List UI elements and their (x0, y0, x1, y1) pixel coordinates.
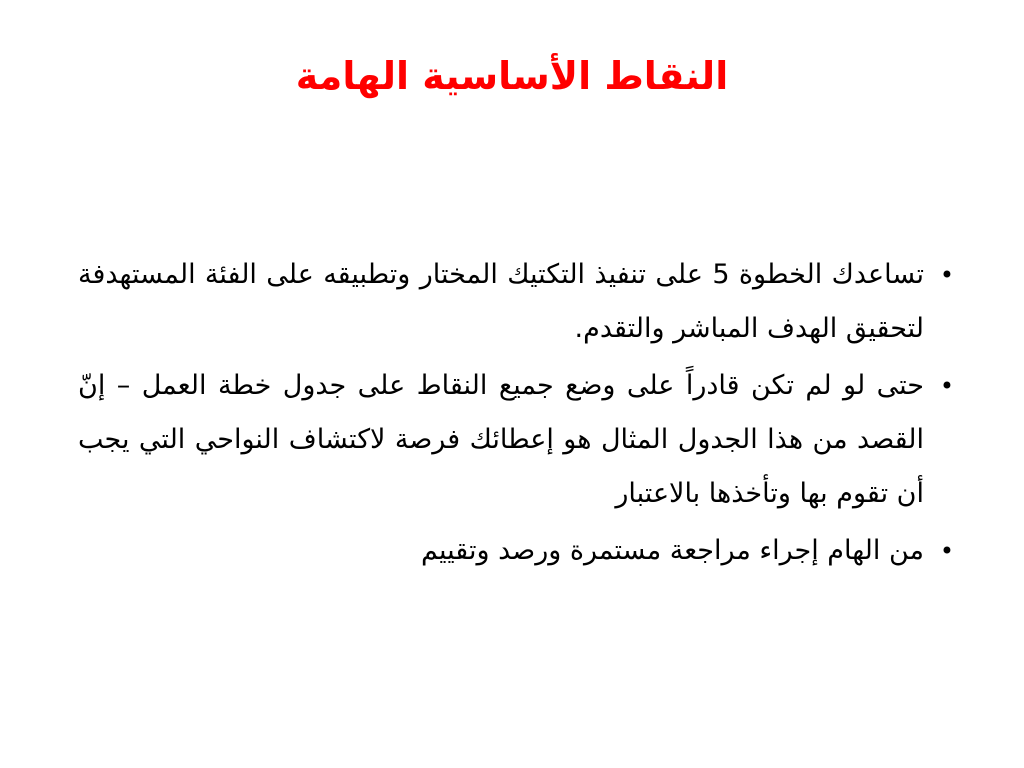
bullet-item-1 (78, 248, 958, 356)
bullet-item-3 (78, 524, 958, 578)
bullet-text-2: حتى لو لم تكن قادراً على وضع جميع النقاط على جدول خطة العمل – إنّ القصد من هذا الجدول المثال هو إعطائك فرصة لاكتشاف النواحي التي يجب أن تقوم بها وتأخذها بالاعتبار (78, 370, 924, 509)
slide-title: النقاط الأساسية الهامة (295, 54, 729, 98)
bullet-text-3: من الهام إجراء مراجعة مستمرة ورصد وتقييم (421, 535, 924, 566)
bullet-item-2 (78, 359, 958, 521)
bullet-point-icon: • (939, 372, 954, 400)
bullet-point-icon: • (939, 537, 954, 565)
bullet-list (78, 248, 958, 581)
bullet-point-icon: • (939, 261, 954, 289)
bullet-text-1: تساعدك الخطوة 5 على تنفيذ التكتيك المختار وتطبيقه على الفئة المستهدفة لتحقيق الهدف المباشر والتقدم. (78, 259, 924, 344)
